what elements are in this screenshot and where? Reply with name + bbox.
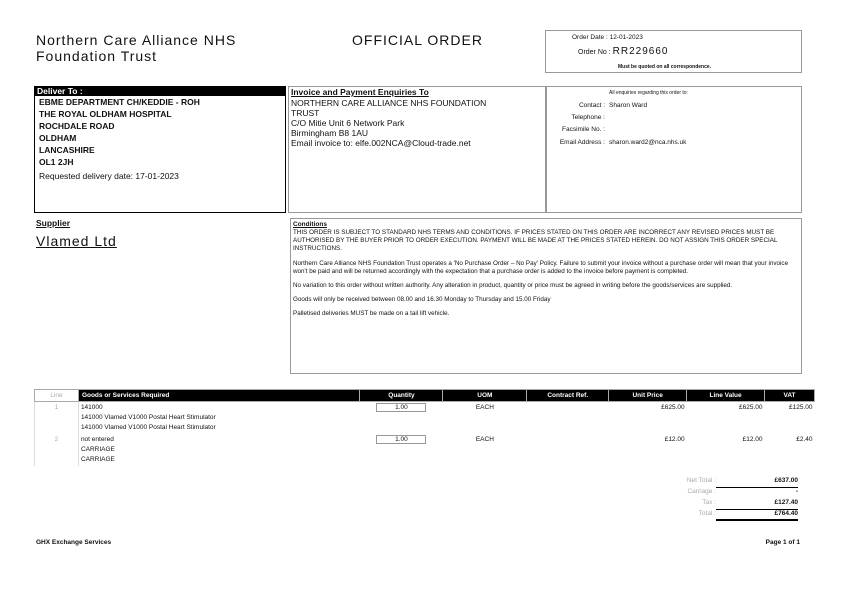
footer-left: GHX Exchange Services	[36, 539, 112, 546]
row-uom: EACH	[475, 436, 494, 443]
order-no-label: Order No :	[578, 49, 611, 56]
order-date: 12-01-2023	[609, 34, 643, 41]
row-desc-line: 141000 Vlamed V1000 Postal Heart Stimulator	[80, 424, 216, 431]
row-desc-line: 141000	[80, 404, 103, 411]
deliver-line: OL1 2JH	[39, 157, 74, 167]
condition-text: Northern Care Alliance NHS Foundation Trust operates a 'No Purchase Order – No Pay' Policy. Failure to submit your invoice without a purchase order will mean that your invoice won't be paid and will be returned accordingly with the expectation that a purchase order is added to the invoice before payment is completed.	[293, 259, 789, 275]
invoice-line: C/O Mitie Unit 6 Network Park	[291, 118, 405, 128]
deliver-line: ROCHDALE ROAD	[39, 121, 115, 131]
col-header-quantity: Quantity	[360, 390, 443, 402]
col-header-vat: VAT	[765, 390, 815, 402]
row-unit-price: £12.00	[664, 436, 685, 443]
row-contract	[527, 434, 609, 466]
row-unit-price: £625.00	[661, 404, 685, 411]
row-contract	[527, 402, 609, 435]
row-vat: £2.40	[796, 436, 813, 443]
row-line-number: 1	[35, 402, 79, 435]
contact-note: All enquiries regarding this order to:	[609, 90, 688, 96]
deliver-line: THE ROYAL OLDHAM HOSPITAL	[39, 109, 172, 119]
order-date-label: Order Date :	[572, 34, 608, 41]
grand-total-label: Total :	[698, 510, 716, 517]
row-line-value: £625.00	[739, 404, 763, 411]
requested-delivery: Requested delivery date: 17-01-2023	[39, 171, 179, 181]
invoice-email[interactable]: Email invoice to: elfe.002NCA@Cloud-trade.net	[291, 138, 471, 148]
deliver-line: OLDHAM	[39, 133, 77, 143]
supplier-name: Vlamed Ltd	[36, 233, 117, 249]
doc-title: OFFICIAL ORDER	[352, 32, 483, 48]
row-quantity: 1.00	[376, 435, 426, 444]
items-table	[34, 389, 815, 466]
condition-text: Goods will only be received between 08.00 and 16.30 Monday to Thursday and 15.00 Friday	[293, 296, 551, 304]
invoice-heading: Invoice and Payment Enquiries To	[291, 87, 429, 97]
table-row	[35, 402, 815, 435]
contact-label: Contact :	[578, 102, 605, 109]
trust-name-line1: Northern Care Alliance NHS	[36, 32, 237, 48]
row-desc-line: CARRIAGE	[80, 456, 115, 463]
conditions-box	[290, 218, 802, 374]
col-header-line: Line	[35, 390, 79, 402]
order-info-box	[545, 30, 802, 73]
deliver-line: LANCASHIRE	[39, 145, 95, 155]
col-header-uom: UOM	[443, 390, 527, 402]
email-label: Email Address :	[559, 139, 605, 146]
row-vat: £125.00	[789, 404, 813, 411]
footer-page: Page 1 of 1	[765, 539, 800, 546]
invoice-line: NORTHERN CARE ALLIANCE NHS FOUNDATION	[291, 98, 487, 108]
row-line-number: 2	[35, 434, 79, 466]
row-uom: EACH	[475, 404, 494, 411]
order-no: RR229660	[612, 46, 669, 57]
facsimile-label: Facsimile No. :	[562, 126, 605, 133]
tax-total: £127.40	[716, 499, 798, 510]
net-total: £637.00	[716, 477, 798, 488]
carriage-label: Carriage :	[687, 488, 716, 495]
row-desc-line: not entered	[80, 436, 114, 443]
col-header-contract: Contract Ref.	[527, 390, 609, 402]
table-row	[35, 434, 815, 466]
order-note: Must be quoted on all correspondence.	[618, 64, 712, 70]
col-header-unit-price: Unit Price	[609, 390, 687, 402]
col-header-goods: Goods or Services Required	[78, 390, 360, 402]
contact-value: Sharon Ward	[609, 102, 648, 109]
row-desc-line: CARRIAGE	[80, 446, 115, 453]
deliver-line: EBME DEPARTMENT CH/KEDDIE - ROH	[39, 97, 200, 107]
conditions-heading: Conditions	[293, 221, 327, 228]
row-quantity: 1.00	[376, 403, 426, 412]
condition-text: No variation to this order without written authority. Any alteration in product, quantity or price must be agreed in writing before the goods/services are supplied.	[293, 282, 733, 290]
telephone-label: Telephone :	[571, 114, 605, 121]
invoice-box	[288, 86, 546, 213]
contact-box	[546, 86, 802, 213]
invoice-line: Birmingham B8 1AU	[291, 128, 369, 138]
row-desc-line: 141000 Vlamed V1000 Postal Heart Stimulator	[80, 414, 216, 421]
contact-email[interactable]: sharon.ward2@nca.nhs.uk	[609, 139, 687, 146]
row-line-value: £12.00	[742, 436, 763, 443]
carriage-total: -	[795, 488, 798, 495]
table-header-row	[35, 390, 815, 402]
col-header-line-value: Line Value	[687, 390, 765, 402]
trust-name-line2: Foundation Trust	[36, 48, 158, 64]
condition-text: Palletised deliveries MUST be made on a tail lift vehicle.	[293, 310, 450, 318]
grand-total: £764.40	[716, 510, 798, 521]
supplier-heading: Supplier	[36, 218, 71, 228]
condition-text: THIS ORDER IS SUBJECT TO STANDARD NHS TERMS AND CONDITIONS. IF PRICES STATED ON THIS ORDER ARE INCORRECT ANY REVISED PRICES MUST BE AUTHORISED BY THE BUYER PRIOR TO ORDER EXECUTION. PAYMENT WILL BE MADE AT THE PRICES STATED HEREIN. DO NOT ASSIGN THIS ORDER SPECIAL INSTRUCTIONS.	[293, 229, 778, 253]
net-total-label: Net Total :	[686, 477, 716, 484]
invoice-line: TRUST	[291, 108, 320, 118]
deliver-heading: Deliver To :	[35, 87, 285, 96]
deliver-box	[34, 86, 286, 213]
tax-label: Tax :	[702, 499, 716, 506]
totals-block	[636, 477, 798, 521]
